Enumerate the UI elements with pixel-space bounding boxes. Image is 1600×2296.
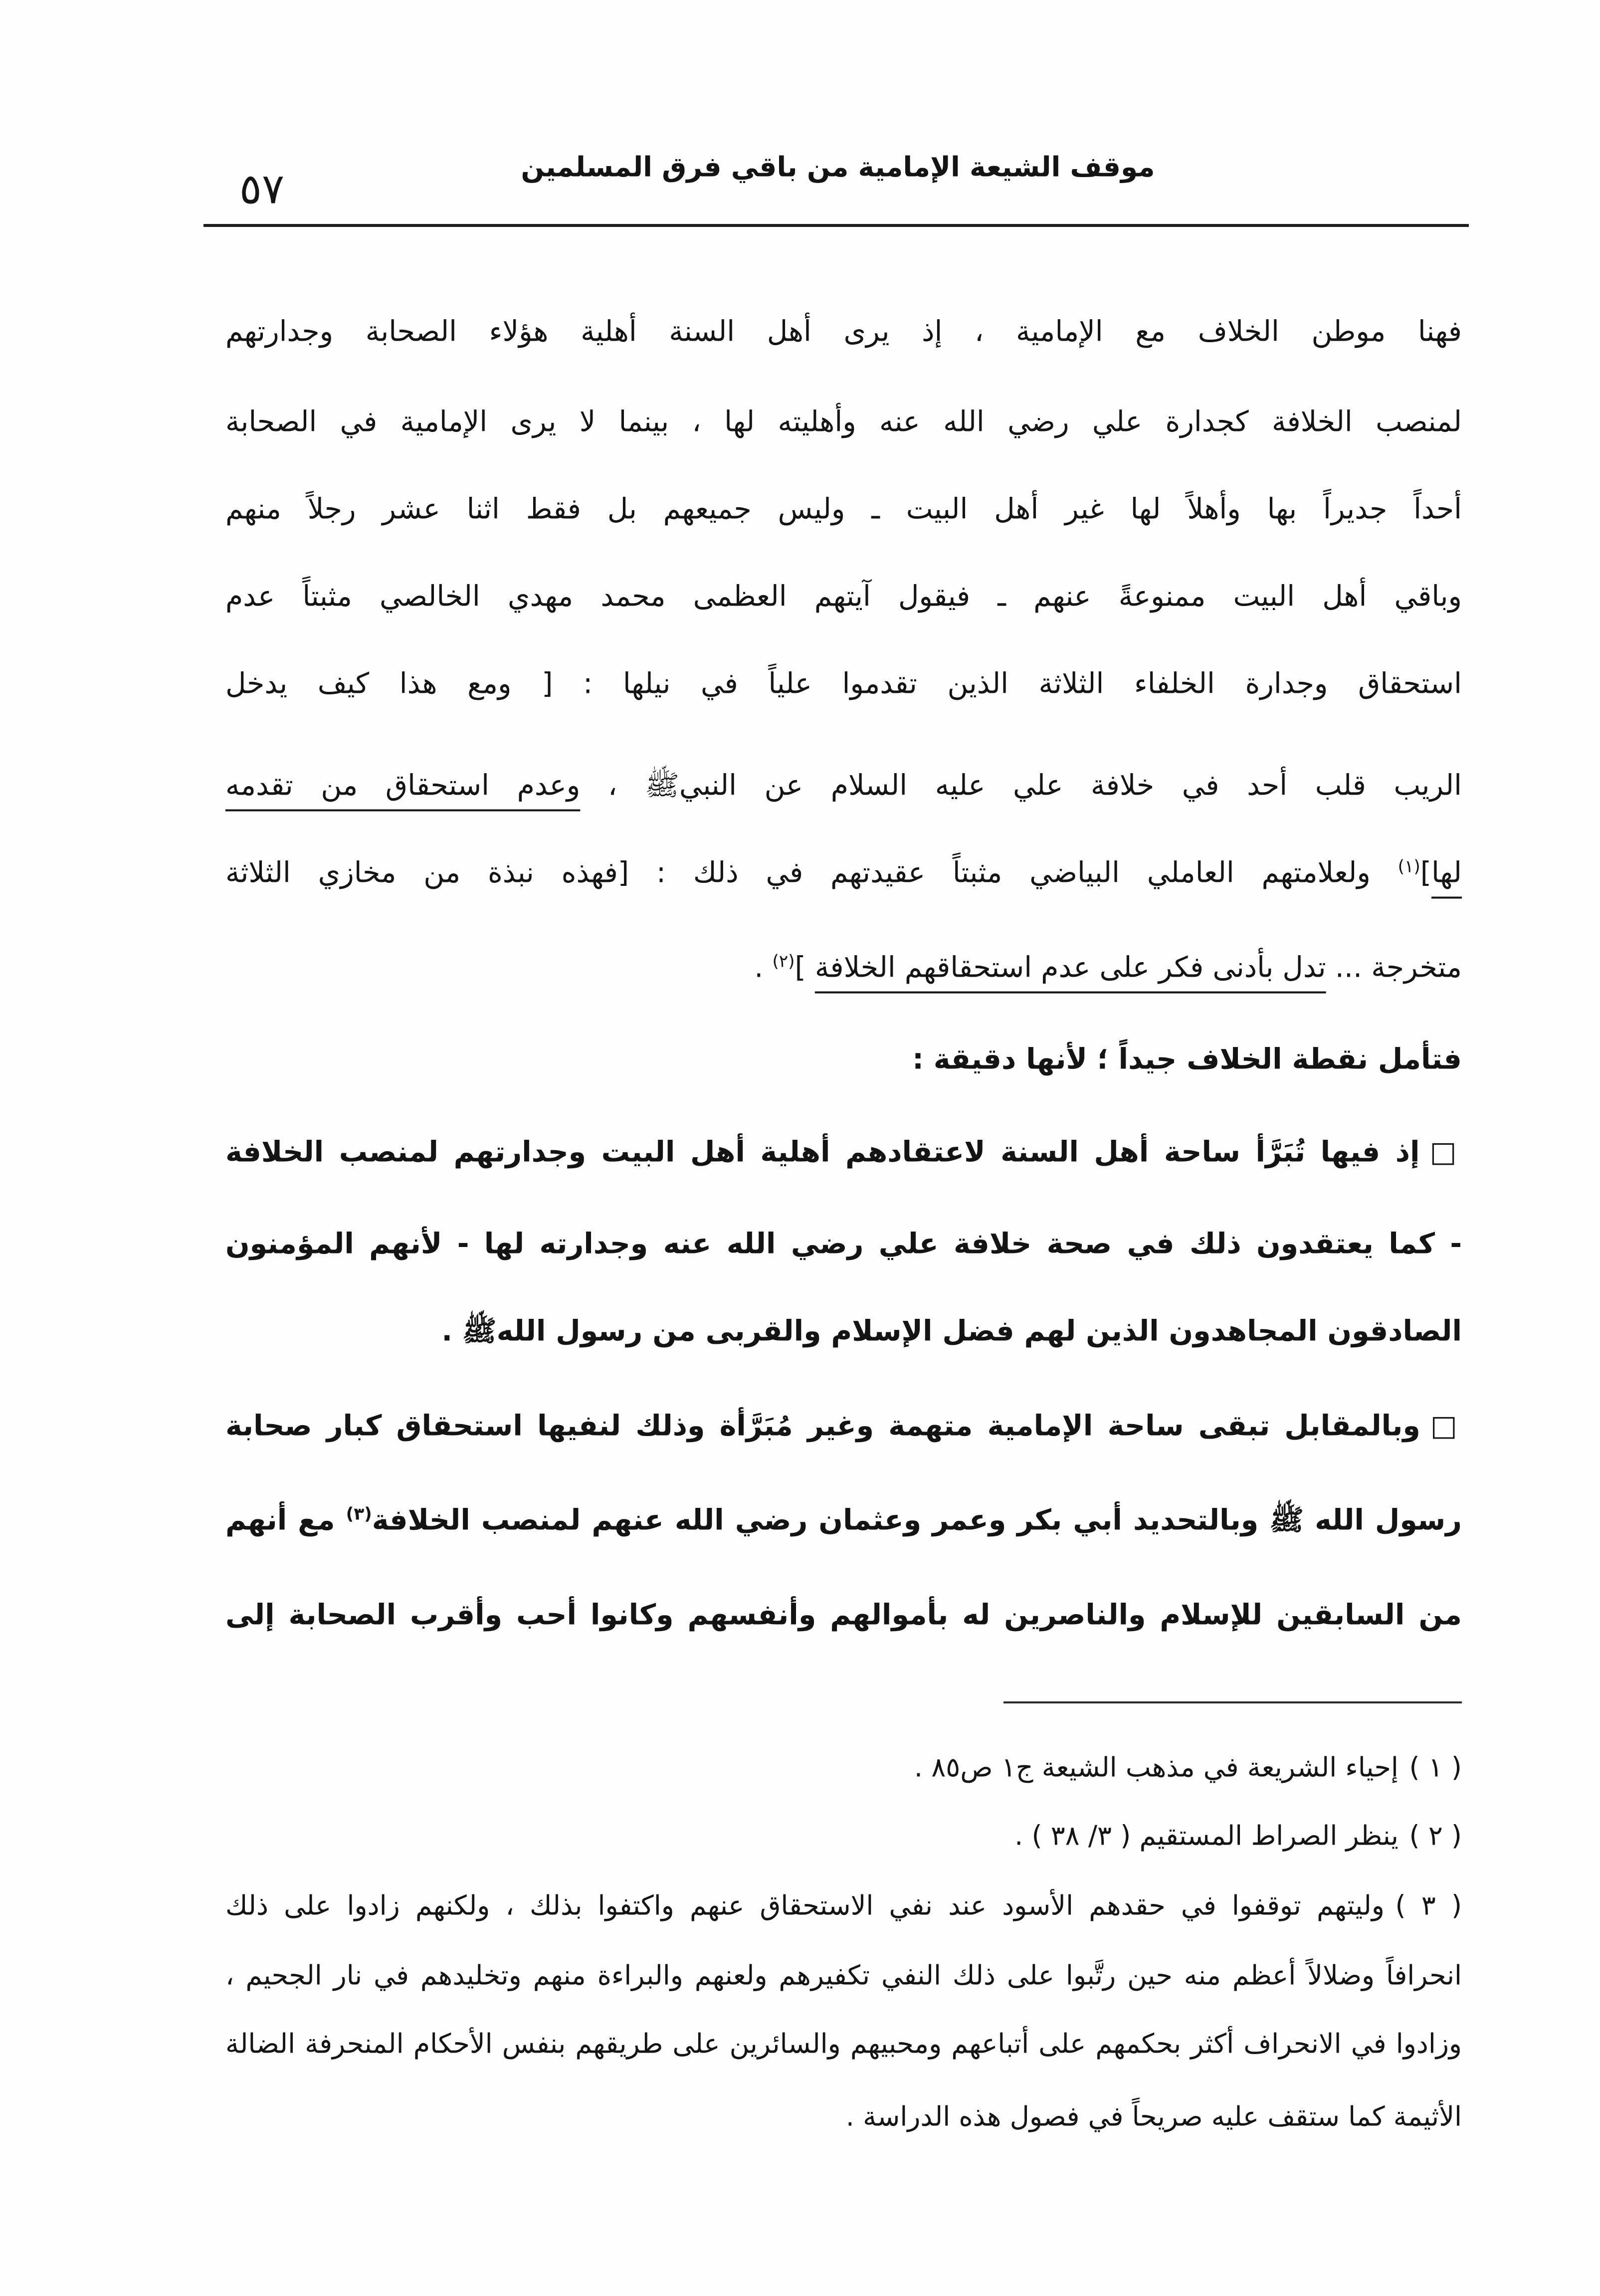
footnote-continuation: الأثيمة كما ستقف عليه صريحاً في فصول هذه الدراسة .: [845, 2100, 1462, 2132]
body-line: [225, 949, 1462, 987]
page-number: ٥٧: [239, 164, 285, 213]
footnote: [225, 1750, 1462, 1786]
body-line-heading: فتأمل نقطة الخلاف جيداً ؛ لأنها دقيقة :: [912, 1043, 1462, 1076]
square-bullet-icon: □: [1430, 1409, 1462, 1443]
footnote: [225, 1888, 1462, 1924]
line-text: إذ فيها تُبَرَّأ ساحة أهل السنة لاعتقادهم أهلية أهل البيت وجدارتهم لمنصب الخلافة: [225, 1135, 1420, 1169]
quote-bracket: ]: [795, 951, 815, 984]
underlined-quote: تدل بأدنى فكر على عدم استحقاقهم الخلافة: [814, 951, 1326, 984]
footnote-ref: (٢): [772, 951, 795, 972]
line-text: ولعلامتهم العاملي البياضي مثبتاً عقيدتهم في ذلك : [فهذه نبذة من مخازي الثلاثة: [225, 856, 1398, 889]
body-line: الصادقون المجاهدون الذين لهم فضل الإسلام والقربى من رسول اللهﷺ .: [441, 1314, 1462, 1348]
footnote-ref: (٣): [346, 1504, 372, 1524]
quote-bracket: ]: [1420, 856, 1431, 889]
footnote-number: ( ١ ): [1409, 1751, 1462, 1783]
body-line: من السابقين للإسلام والناصرين له بأموالهم وأنفسهم وكانوا أحب وأقرب الصحابة إلى: [225, 1598, 1462, 1632]
line-text: الريب قلب أحد في خلافة علي عليه السلام عن النبيﷺ ،: [580, 769, 1462, 802]
body-line: أحداً جديراً بها وأهلاً لها غير أهل البيت ـ وليس جميعهم بل فقط اثنا عشر رجلاً منهم: [225, 492, 1462, 526]
footnote-text: وليتهم توقفوا في حقدهم الأسود عند نفي الاستحقاق عنهم واكتفوا بذلك ، ولكنهم زادوا على ذلك: [225, 1889, 1385, 1921]
footnote-separator: [1003, 1701, 1462, 1703]
footnote: [225, 1818, 1462, 1855]
square-bullet-icon: □: [1429, 1135, 1462, 1169]
body-line: [225, 1407, 1462, 1446]
footnote-number: ( ٢ ): [1409, 1820, 1462, 1852]
line-text: رسول الله ﷺ وبالتحديد أبي بكر وعمر وعثمان رضي الله عنهم لمنصب الخلافة: [372, 1503, 1462, 1537]
body-line: [225, 1133, 1462, 1172]
line-text: وبالمقابل تبقى ساحة الإمامية متهمة وغير مُبَرَّأة وذلك لنفيها استحقاق كبار صحابة: [225, 1409, 1420, 1443]
line-end: مع أنهم: [225, 1503, 346, 1537]
body-line: استحقاق وجدارة الخلفاء الثلاثة الذين تقدموا علياً في نيلها : [ ومع هذا كيف يدخل: [225, 667, 1462, 700]
line-text: متخرجة ...: [1326, 951, 1462, 984]
body-line: [225, 1501, 1462, 1540]
footnote-number: ( ٣ ): [1395, 1889, 1462, 1921]
footnote-text: إحياء الشريعة في مذهب الشيعة ج١ ص٨٥ .: [914, 1751, 1399, 1783]
line-end: .: [754, 951, 773, 984]
footnote-text: ينظر الصراط المستقيم ( ٣/ ٣٨ ) .: [1014, 1820, 1399, 1852]
underlined-quote: لها: [1431, 856, 1462, 889]
body-line: وباقي أهل البيت ممنوعةً عنهم ـ فيقول آيتهم العظمى محمد مهدي الخالصي مثبتاً عدم: [225, 580, 1462, 613]
body-line: فهنا موطن الخلاف مع الإمامية ، إذ يرى أهل السنة أهلية هؤلاء الصحابة وجدارتهم: [225, 315, 1462, 348]
body-line: [225, 767, 1462, 805]
footnote-continuation: وزادوا في الانحراف أكثر بحكمهم على أتباعهم ومحبيهم والسائرين على طريقهم بنفس الأحكام المنحرفة الضالة: [225, 2028, 1462, 2060]
running-title: موقف الشيعة الإمامية من باقي فرق المسلمين: [521, 151, 1155, 183]
footnote-continuation: انحرافاً وضلالاً أعظم منه حين رتَّبوا على ذلك النفي تكفيرهم ولعنهم والبراءة منهم وتخليدهم في نار الجحيم ،: [225, 1959, 1462, 1991]
body-line: - كما يعتقدون ذلك في صحة خلافة علي رضي الله عنه وجدارته لها - لأنهم المؤمنون: [225, 1227, 1462, 1260]
underlined-quote: وعدم استحقاق من تقدمه: [225, 769, 581, 802]
footnote-ref: (١): [1398, 856, 1420, 877]
body-line: [225, 854, 1462, 892]
body-line: لمنصب الخلافة كجدارة علي رضي الله عنه وأهليته لها ، بينما لا يرى الإمامية في الصحابة: [225, 405, 1462, 438]
header-rule: [203, 224, 1469, 227]
